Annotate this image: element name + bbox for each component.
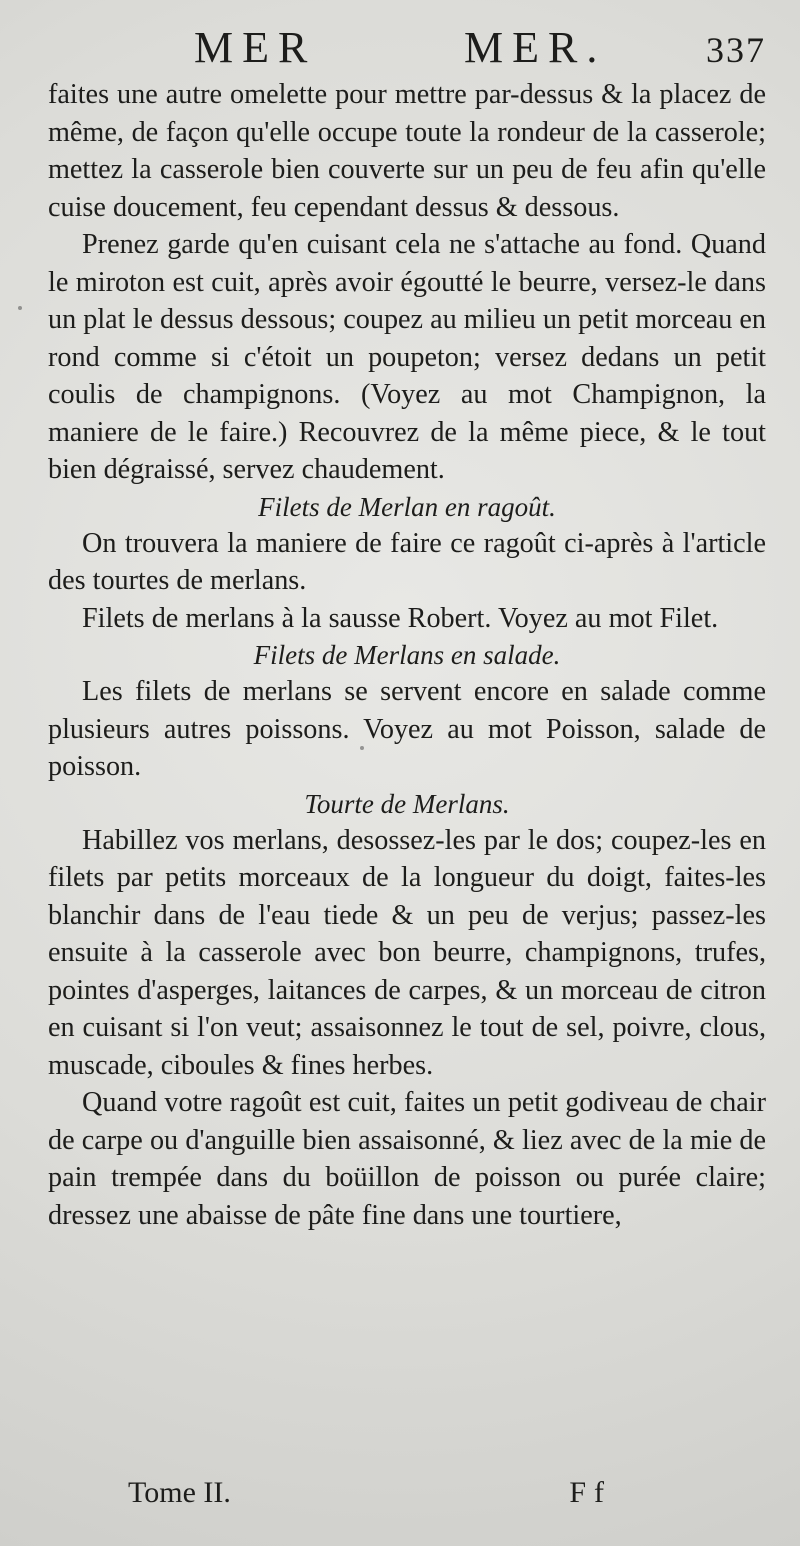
- page-header: [48, 18, 766, 76]
- page-number: 337: [706, 30, 766, 70]
- paragraph-quand: Quand votre ragoût est cuit, faites un petit godiveau de chair de carpe ou d'anguille bien assaisonné, & liez avec de la mie de pain trempée dans du boüillon de poisson ou purée claire; dressez une abaisse de pâte fine dans une tourtiere,: [48, 1087, 766, 1231]
- paragraph-salade: Les filets de merlans se servent encore en salade comme plusieurs autres poissons. Voyez au mot Poisson, salade de poisson.: [48, 676, 766, 782]
- paragraph-omelette: faites une autre omelette pour mettre par-dessus & la placez de même, de façon qu'elle occupe toute la rondeur de la casserole; mettez la casserole bien couverte sur un peu de feu afin qu'elle cuise doucement, feu cependant dessus & dessous.: [48, 79, 766, 223]
- running-head-left: MER: [194, 23, 317, 72]
- paragraph-miroton: Prenez garde qu'en cuisant cela ne s'attache au fond. Quand le miroton est cuit, après avoir égoutté le beurre, versez-le dans un plat le dessus dessous; coupez au milieu un petit morceau en rond comme si c'étoit un poupeton; versez dedans un petit coulis de champignons. (Voyez au mot Champignon, la maniere de le faire.) Recouvrez de la même piece, & le tout bien dégraissé, servez chaudement.: [48, 229, 766, 485]
- paragraph-habillez: Habillez vos merlans, desossez-les par le dos; coupez-les en filets par petits morceaux de la longueur du doigt, faites-les blanchir dans de l'eau tiede & un peu de verjus; passez-les ensuite à la casserole avec bon beurre, champignons, trufes, pointes d'asperges, laitances de carpes, & un morceau de citron en cuisant si l'on veut; assaisonnez le tout de sel, poivre, clous, muscade, ciboules & fines herbes.: [48, 824, 766, 1081]
- signature-mark: Ff: [569, 1476, 612, 1509]
- page-footer: [128, 1478, 612, 1508]
- running-head-right: MER.: [464, 23, 607, 72]
- section-title-tourte: Tourte de Merlans.: [304, 788, 510, 819]
- print-speck: [360, 746, 364, 750]
- body-text: [48, 76, 766, 1234]
- section-title-filets-salade: Filets de Merlans en salade.: [253, 640, 561, 670]
- print-speck: [18, 306, 22, 310]
- section-title-filets-ragout: Filets de Merlan en ragoût.: [258, 491, 556, 522]
- paragraph-sausse-robert: Filets de merlans à la sausse Robert. Voyez au mot Filet.: [82, 602, 719, 634]
- volume-label: Tome II.: [128, 1476, 231, 1509]
- paragraph-ragout: On trouvera la maniere de faire ce ragoût ci-après à l'article des tourtes de merlans.: [48, 527, 766, 596]
